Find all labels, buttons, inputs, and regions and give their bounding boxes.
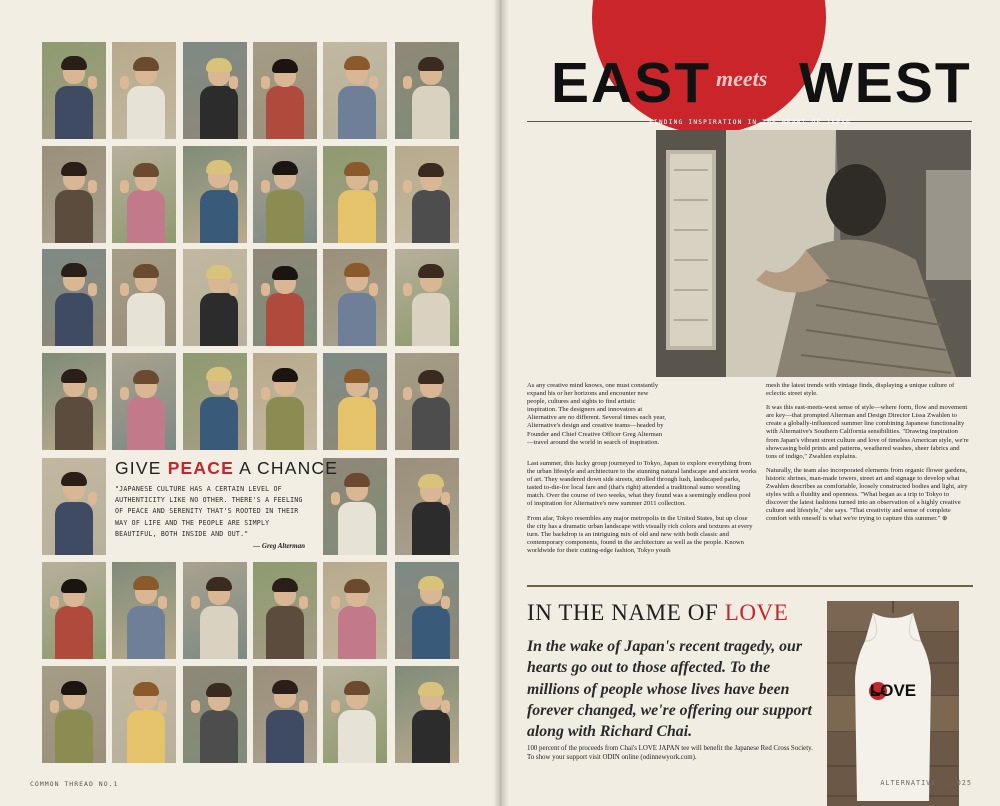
article-column-2: [766, 382, 971, 530]
spine-shadow: [493, 0, 509, 806]
street-style-photo: [253, 666, 317, 763]
pull-quote-title-tail: A CHANCE: [233, 458, 339, 478]
street-style-photo: [42, 42, 106, 139]
artist-at-work-photo: [656, 130, 971, 377]
street-style-photo: [253, 353, 317, 450]
headline-meets: meets: [716, 66, 768, 91]
article-paragraph-4: mesh the latest trends with vintage finds, displaying a unique culture of eclectic street style.: [766, 382, 955, 398]
pull-quote-title-accent: PEACE: [167, 458, 234, 478]
street-style-photo: [253, 249, 317, 346]
pull-quote-title: [115, 458, 338, 479]
article-paragraph-6: Naturally, the team also incorporated elements from organic flower gardens, historic shrines, man-made towers, street art and signage to develop what Zwahlen describes as comfortable, loosely constructed bodies and light, airy styles with a fluidity and openness. "What began as a trip to Tokyo to discover the latest fashions turned into an observation of a highly creative culture and lifestyle," she says. "That creativity and sense of complete comfort with oneself is what we're trying to capture this summer." ⊕: [766, 466, 968, 523]
street-style-photo: [323, 562, 387, 659]
street-style-photo: [395, 353, 459, 450]
headline-west: WEST: [799, 51, 972, 115]
street-style-photo: [253, 146, 317, 243]
street-style-photo: [42, 353, 106, 450]
article-paragraph-1: As any creative mind knows, one must constantly expand his or her horizons and encounter new people, cultures and sights to find artistic inspiration. The designers and innovators at Alternative are no different. Several times each year, Alternative's design and creative teams—headed by Founder and Chief Creative Officer Greg Alterman—travel around the world in search of inspiration.: [527, 382, 666, 446]
love-section-title: [527, 600, 788, 626]
tee-love-text: LOVE: [869, 681, 917, 700]
street-style-photo: [323, 146, 387, 243]
love-title-accent: LOVE: [724, 600, 789, 625]
street-style-photo: [42, 666, 106, 763]
street-style-photo: [183, 249, 247, 346]
love-japan-tee-photo: [827, 601, 959, 806]
street-style-photo: [112, 666, 176, 763]
headline-east: EAST: [551, 51, 712, 115]
pull-quote-text: "JAPANESE CULTURE HAS A CERTAIN LEVEL OF AUTHENTICITY LIKE NO OTHER. THERE'S A FEELING OF PEACE AND SERENITY THAT'S ROOTED IN THEIR WAY OF LIFE AND THE PEOPLE ARE SIMPLY BEAUTIFUL, BOTH INSIDE AND OUT.": [115, 485, 303, 538]
street-style-photo: [395, 666, 459, 763]
street-style-photo: [323, 666, 387, 763]
article-column-1a: [527, 382, 667, 453]
pull-quote-title-lead: GIVE: [115, 458, 168, 478]
artist-photo-illustration: [656, 130, 971, 377]
street-style-photo: [42, 562, 106, 659]
love-section-deck: In the wake of Japan's recent tragedy, our hearts go out to those affected. To the millions of people whose lives have been forever changed, we're offering our support along with Richard Chai.: [527, 638, 812, 741]
street-style-photo: [395, 42, 459, 139]
street-style-photo: [183, 42, 247, 139]
street-style-photo: [42, 458, 106, 555]
street-style-photo: [253, 42, 317, 139]
section-divider: [527, 585, 973, 587]
street-style-photo: [183, 146, 247, 243]
street-style-photo: [395, 562, 459, 659]
street-style-photo: [42, 249, 106, 346]
left-page: [0, 0, 499, 806]
article-paragraph-2: Last summer, this lucky group journeyed to Tokyo, Japan to explore everything from the urban lifestyle and architecture to the stunning natural landscape and ancient works of art. They wandered down side streets, strolled through lush, landscaped parks, tasted to-die-for local fare and (that's right) attended a traditional sumo wrestling match. Over the course of two weeks, what they found was a seemingly endless pool of inspiration for Alternative's new summer 2011 collection.: [527, 460, 757, 508]
left-folio: COMMON THREAD NO.1: [30, 780, 119, 788]
street-style-photo: [42, 146, 106, 243]
right-page: [501, 0, 1000, 806]
pull-quote: [115, 458, 339, 557]
street-style-photo: [253, 562, 317, 659]
street-style-photo: [112, 249, 176, 346]
article-paragraph-3: From afar, Tokyo resembles any major metropolis in the United States, but up close the city has a dramatic urban landscape with visually rich colors and textures at every turn. The backdrop is an intriguing mix of old and new with both classic and contemporary components, found in the architecture as well as the people. Known worldwide for their cutting-edge fashion, Tokyo youth: [527, 514, 753, 554]
article-paragraph-5: It was this east-meets-west sense of style—where form, flow and movement are key—that prompted Alterman and Design Director Lissa Zwahlen to create a globally-influenced summer line combining Japanese functionality with Alternative's Southern California sensibilities. "Drawing inspiration from Japan's vibrant street culture and love of timeless American style, we're showcasing bold prints and patterns, weathered washes, sheer fabrics and tons of indigo," Zwahlen explains.: [766, 404, 969, 460]
article-subtitle: FINDING INSPIRATION IN THE HEART OF JAPAN: [649, 119, 851, 126]
street-style-photo: [112, 562, 176, 659]
street-style-photo: [183, 353, 247, 450]
street-style-photo: [323, 353, 387, 450]
street-style-photo: [183, 666, 247, 763]
right-folio: ALTERNATIVE __ 025: [880, 779, 972, 787]
street-style-photo: [395, 249, 459, 346]
street-style-photo: [323, 42, 387, 139]
street-style-photo: [112, 353, 176, 450]
love-title-lead: IN THE NAME OF: [527, 600, 725, 625]
pull-quote-attribution: — Greg Alterman: [253, 542, 305, 550]
article-column-1b: [527, 460, 757, 561]
street-style-photo: [323, 249, 387, 346]
street-style-photo: [395, 458, 459, 555]
street-style-photo: [112, 146, 176, 243]
street-style-photo: [183, 562, 247, 659]
street-style-photo: [112, 42, 176, 139]
street-style-photo: [395, 146, 459, 243]
love-section-note: 100 percent of the proceeds from Chai's LOVE JAPAN tee will benefit the Japanese Red Cross Society. To show your support visit ODIN online (odinnewyork.com).: [527, 745, 813, 761]
tee-illustration: [827, 601, 959, 806]
